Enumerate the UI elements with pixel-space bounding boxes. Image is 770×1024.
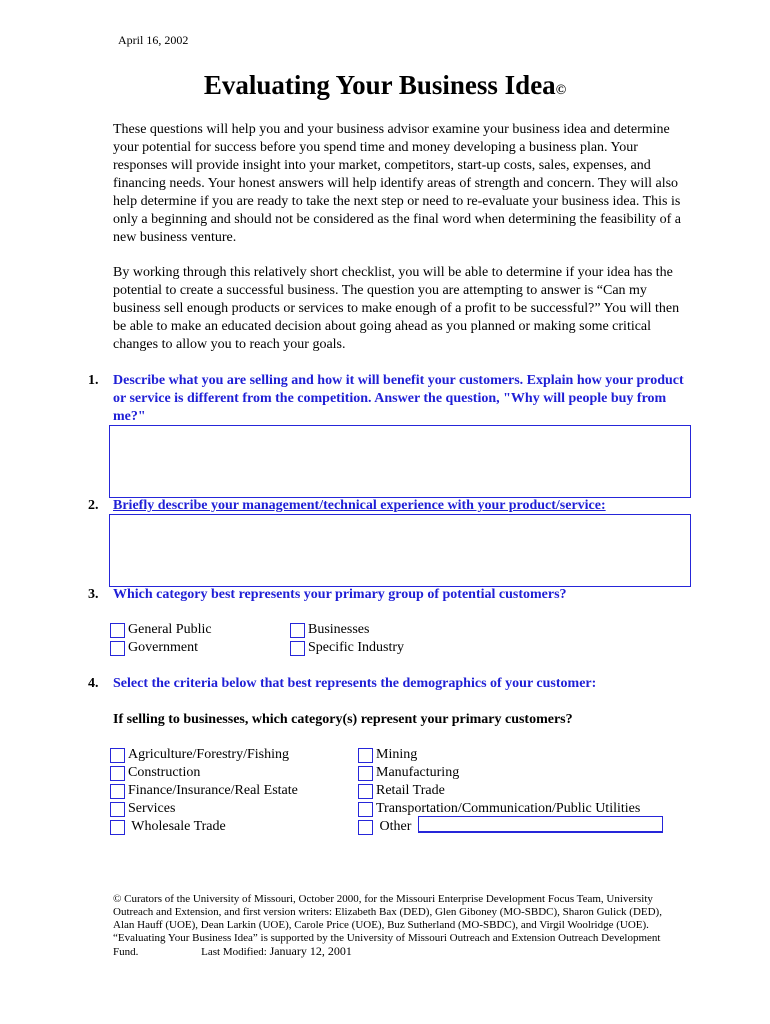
option-wholesale-trade[interactable] <box>110 818 226 836</box>
option-services[interactable] <box>110 800 175 818</box>
option-label: Transportation/Communication/Public Utilities <box>376 801 641 816</box>
option-label: Mining <box>376 747 418 762</box>
option-construction[interactable] <box>110 764 200 782</box>
checkbox[interactable] <box>110 784 125 799</box>
other-text-field[interactable] <box>418 816 663 833</box>
question-3-text: Which category best represents your primary group of potential customers? <box>113 587 567 602</box>
option-businesses[interactable] <box>290 621 369 639</box>
option-label: Finance/Insurance/Real Estate <box>128 783 298 798</box>
checkbox[interactable] <box>358 784 373 799</box>
checkbox[interactable] <box>358 820 373 835</box>
option-general-public[interactable] <box>110 621 212 639</box>
question-2-number: 2. <box>88 498 99 513</box>
last-modified-date: January 12, 2001 <box>269 944 352 958</box>
option-other[interactable] <box>358 818 411 836</box>
question-4-text: Select the criteria below that best represents the demographics of your customer: <box>113 676 597 691</box>
question-4-number: 4. <box>88 676 99 691</box>
last-modified-label: Last Modified: <box>201 946 267 958</box>
option-label: Businesses <box>308 622 370 637</box>
option-label: Government <box>128 640 198 655</box>
option-retail-trade[interactable] <box>358 782 445 800</box>
question-1-text: Describe what you are selling and how it will benefit your customers. Explain how your product or service is different from the competition. Answer the question, "Why will people buy from me?" <box>113 373 684 424</box>
option-label: General Public <box>128 622 212 637</box>
page-title <box>0 70 770 101</box>
option-label: Wholesale Trade <box>128 819 226 834</box>
checkbox[interactable] <box>358 766 373 781</box>
checkbox[interactable] <box>110 766 125 781</box>
question-3-number: 3. <box>88 587 99 602</box>
option-specific-industry[interactable] <box>290 639 404 657</box>
option-agriculture[interactable] <box>110 746 289 764</box>
title-text: Evaluating Your Business Idea <box>203 70 556 100</box>
checkbox[interactable] <box>358 748 373 763</box>
checkbox[interactable] <box>290 623 305 638</box>
copyright-symbol: © <box>555 83 567 98</box>
option-label: Manufacturing <box>376 765 460 780</box>
question-1-answer-box[interactable] <box>109 425 691 498</box>
checkbox[interactable] <box>110 820 125 835</box>
option-finance[interactable] <box>110 782 298 800</box>
option-government[interactable] <box>110 639 198 657</box>
option-label: Retail Trade <box>376 783 445 798</box>
option-label: Agriculture/Forestry/Fishing <box>128 747 289 762</box>
footer-credits <box>113 893 673 959</box>
document-date: April 16, 2002 <box>118 33 189 47</box>
checkbox[interactable] <box>110 623 125 638</box>
option-label: Services <box>128 801 176 816</box>
question-4-subheading: If selling to businesses, which category(s) represent your primary customers? <box>113 712 573 727</box>
question-2-text: Briefly describe your management/technical experience with your product/service: <box>113 498 606 513</box>
footer-text: © Curators of the University of Missouri, October 2000, for the Missouri Enterprise Development Focus Team, University Outreach and Extension, and first version writers: Elizabeth Bax (DED), Glen Giboney (MO-SBDC), Sharon Gulick (DED), Alan Hauff (UOE), Dean Larkin (UOE), Carole Price (UOE), Buz Sutherland (MO-SBDC), and Virgil Woolridge (UOE). “Evaluating Your Business Idea” is supported by the University of Missouri Outreach and Extension Outreach Development Fund. <box>113 893 662 958</box>
option-manufacturing[interactable] <box>358 764 459 782</box>
checkbox[interactable] <box>110 802 125 817</box>
option-label: Specific Industry <box>308 640 405 655</box>
checkbox[interactable] <box>110 748 125 763</box>
intro-paragraph-2: By working through this relatively short checklist, you will be able to determine if your idea has the potential to create a successful business. The question you are attempting to answer is “Can my business sell enough products or services to make enough of a profit to be successful?” You will then be able to make an educated decision about going ahead as you planned or making some critical changes to allow you to reach your goals. <box>113 265 680 352</box>
checkbox[interactable] <box>110 641 125 656</box>
option-label: Construction <box>128 765 201 780</box>
option-label: Other <box>376 819 412 834</box>
question-1-number: 1. <box>88 373 99 388</box>
checkbox[interactable] <box>358 802 373 817</box>
question-2-answer-box[interactable] <box>109 514 691 587</box>
option-mining[interactable] <box>358 746 417 764</box>
intro-paragraph-1: These questions will help you and your business advisor examine your business idea and determine your potential for success before you spend time and money developing a business plan. Your responses will provide insight into your market, competitors, start-up costs, sales, expenses, and financing needs. Your honest answers will help identify areas of strength and concern. They will also help determine if you are ready to take the next step or need to re-evaluate your business idea. This is only a beginning and should not be considered as the final word when determining the feasibility of a new business venture. <box>113 122 682 245</box>
checkbox[interactable] <box>290 641 305 656</box>
